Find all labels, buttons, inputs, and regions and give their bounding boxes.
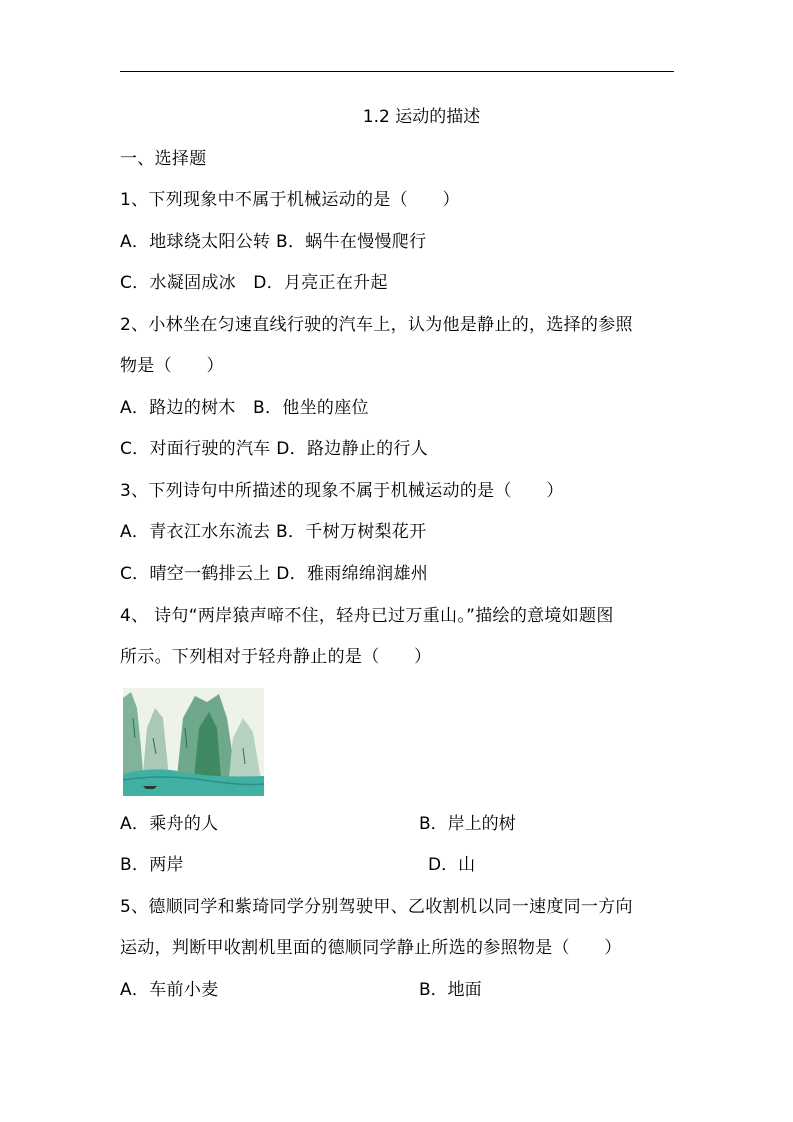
page-title: 1.2 运动的描述 [362,107,481,127]
question-1-stem: 1、下列现象中不属于机械运动的是（ ） [120,190,460,210]
question-5-option-a: A．车前小麦 [120,980,219,1000]
question-1-options-cd: C．水凝固成冰 D．月亮正在升起 [120,273,388,293]
header-rule [120,71,674,72]
question-4-option-c: B．两岸 [120,855,184,875]
question-2-stem-line2: 物是（ ） [120,356,224,376]
question-3-options-cd: C．晴空一鹤排云上 D．雅雨绵绵润雄州 [120,564,429,584]
question-4-stem-line2: 所示。下列相对于轻舟静止的是（ ） [120,647,432,667]
question-1-options-ab: A．地球绕太阳公转 B．蜗牛在慢慢爬行 [120,232,427,252]
question-5-stem-line1: 5、德顺同学和紫琦同学分别驾驶甲、乙收割机以同一速度同一方向 [120,897,633,917]
question-4-option-b: B．岸上的树 [419,814,516,834]
question-4-option-d: D．山 [428,855,476,875]
landscape-illustration [123,688,264,796]
question-2-options-cd: C．对面行驶的汽车 D．路边静止的行人 [120,439,429,459]
question-2-options-ab: A．路边的树木 B．他坐的座位 [120,398,369,418]
question-3-options-ab: A．青衣江水东流去 B．千树万树梨花开 [120,522,427,542]
question-5-stem-line2: 运动，判断甲收割机里面的德顺同学静止所选的参照物是（ ） [120,938,622,958]
question-5-option-b: B．地面 [419,980,482,1000]
question-4-stem-line1: 4、 诗句“两岸猿声啼不住，轻舟已过万重山。”描绘的意境如题图 [120,606,614,626]
question-3-stem: 3、下列诗句中所描述的现象不属于机械运动的是（ ） [120,481,564,501]
section-heading: 一、选择题 [120,149,207,169]
question-4-option-a: A．乘舟的人 [120,814,219,834]
question-2-stem-line1: 2、小林坐在匀速直线行驶的汽车上，认为他是静止的，选择的参照 [120,315,633,335]
